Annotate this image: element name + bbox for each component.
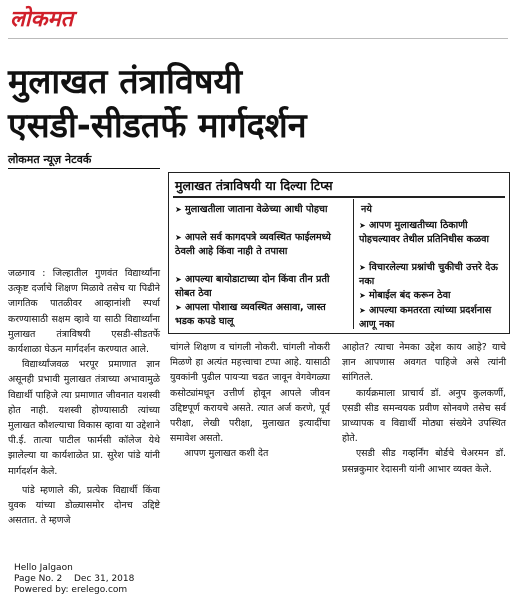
tip-item: ➤ आपल्या कमतरता त्यांच्या प्रदर्शनास आणू नका <box>359 305 492 330</box>
article-column-2 <box>170 340 330 462</box>
article-column-1 <box>8 266 160 528</box>
arrow-bullet-icon: ➤ <box>359 291 366 300</box>
tip-item: ➤ आपला पोशाख व्यवस्थित असावा, जास्त भडक कपडे घालू <box>175 302 326 327</box>
lokmat-logo <box>10 6 122 34</box>
headline-line-1: मुलाखत तंत्राविषयी <box>8 62 243 102</box>
tip-continued: नये <box>361 204 372 215</box>
tip-item: ➤ विचारलेल्या प्रश्नांची चुकीची उत्तरे देऊ नका <box>359 262 498 287</box>
article-column-3 <box>342 340 506 477</box>
tip-item: ➤ मुलाखतीला जाताना वेळेच्या आधी पोहचा <box>175 204 328 215</box>
col3-paragraph-2: कार्यक्रमाला प्राचार्य डॉ. अनुप कुलकर्णी, एसडी सीड समन्वयक प्रवीण सोनवणे तसेच सर्व प्राध्यापक व विद्यार्थी मोठ्या संख्येने उपस्थित होते. <box>342 387 506 445</box>
logo-text: लोकमत <box>10 7 74 32</box>
arrow-bullet-icon: ➤ <box>175 205 182 214</box>
footer-powered: Powered by: erelego.com <box>14 585 128 595</box>
tips-box-title-rule <box>173 196 505 198</box>
col2-paragraph-2: आपण मुलाखत कशी देत <box>184 448 269 460</box>
byline-rule <box>8 168 160 169</box>
col2-paragraph-1: चांगले शिक्षण व चांगली नोकरी. चांगली नोकरी मिळणे हा अत्यंत महत्त्वाचा टप्पा आहे. यासाठी युवकांनी पुढील पायऱ्या चढत जावून वेगवेगळ्या कसोट्यांमधून उत्तीर्ण होवून आपले जीवन उद्दिष्टपूर्ण करायचे असते. त्यात अर्ज करणे, पूर्व परीक्षा, लेखी परीक्षा, मुलाखत इत्यादींचा समावेश असतो. <box>170 342 330 445</box>
tips-box-title: मुलाखत तंत्राविषयी या दिल्या टिप्स <box>175 178 333 193</box>
arrow-bullet-icon: ➤ <box>175 233 182 242</box>
col3-paragraph-3: एसडी सीड गव्हर्निंग बोर्डचे चेअरमन डॉ. प्रसन्नकुमार रेदासनी यांनी आभार व्यक्त केले. <box>342 448 506 475</box>
byline: लोकमत न्यूज़ नेटवर्क <box>8 153 92 166</box>
tips-box-divider <box>353 199 354 329</box>
tip-item: ➤ आपल्या बायोडाटाच्या दोन किंवा तीन प्रती सोबत ठेवा <box>175 274 330 299</box>
arrow-bullet-icon: ➤ <box>359 306 366 315</box>
tip-item: ➤ आपले सर्व कागदपत्रे व्यवस्थित फाईलमध्ये ठेवली आहे किंवा नाही ते तपासा <box>175 232 331 257</box>
arrow-bullet-icon: ➤ <box>175 275 182 284</box>
arrow-bullet-icon: ➤ <box>359 221 366 230</box>
masthead-rule <box>8 38 508 39</box>
headline-line-2: एसडी-सीडतर्फे मार्गदर्शन <box>8 106 307 146</box>
arrow-bullet-icon: ➤ <box>359 263 366 272</box>
tips-box <box>168 172 510 334</box>
col1-paragraph-2: विद्यार्थ्यांजवळ भरपूर प्रमाणात ज्ञान असूनही प्रभावी मुलाखत तंत्राच्या अभावामुळे विद्यार्थी पाहिजे त्या प्रमाणात जीवनात यशस्वी होत नाही. यशस्वी होण्यासाठी त्यांच्या मुलाखत कौशल्याचा विकास व्हावा या उद्देशाने पी.ई. तात्या पाटील फार्मसी कॉलेज येथे झालेल्या या कार्यशाळेत प्रा. सुरेश पांडे यांनी मार्गदर्शन केले. <box>8 359 160 477</box>
tip-item: ➤ मोबाईल बंद करून ठेवा <box>359 290 451 301</box>
col1-paragraph-1: जळगाव : जिल्हातील गुणवंत विद्यार्थ्यांना उत्कृष्ट दर्जाचे शिक्षण मिळावे तसेच या पिढीने जागतिक पातळीवर आव्हानांशी स्पर्धा करण्यासाठी सक्षम व्हावे या साठी विद्यार्थ्यांना मुलाखत तंत्राविषयी एसडी-सीडतर्फे कार्यशाळा घेऊन मार्गदर्शन करण्यात आले. <box>8 268 160 356</box>
arrow-bullet-icon: ➤ <box>175 303 182 312</box>
footer-edition: Hello Jalgaon <box>14 563 73 573</box>
col3-paragraph-1: आहोत? त्याचा नेमका उद्देश काय आहे? याचे ज्ञान आपणास अवगत पाहिजे असे त्यांनी सांगितले. <box>342 342 506 384</box>
footer-date: Dec 31, 2018 <box>74 574 135 584</box>
tip-item: ➤ आपण मुलाखतीच्या ठिकाणी पोहचल्यावर तेथील प्रतिनिधीस कळवा <box>359 220 489 245</box>
footer-page: Page No. 2 <box>14 574 63 584</box>
col1-paragraph-3: पांडे म्हणाले की, प्रत्येक विद्यार्थी किंवा युवक यांच्या डोळ्यासमोर दोनच उद्दिष्टे असतात. ते म्हणजे <box>8 484 160 527</box>
